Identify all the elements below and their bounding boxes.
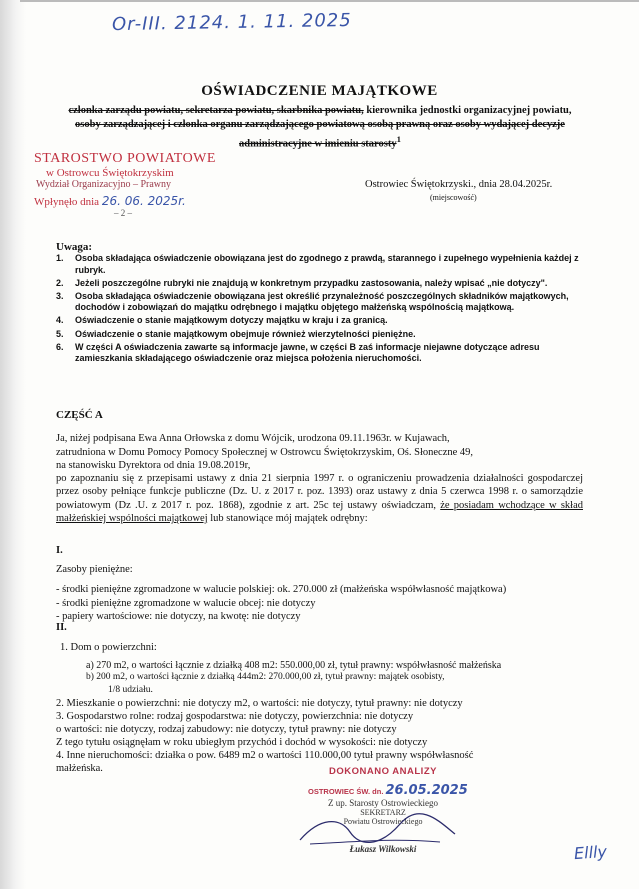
scan-top-edge [20,0,639,2]
other-property-line-2: małżeńska. [56,763,103,774]
section-ii-heading: II. [56,622,67,633]
document-subtitle [60,104,580,152]
analysis-stamp-role: SEKRETARZ [360,808,406,817]
farm-line-3: Z tego tytułu osiągnęłam w roku ubiegłym przychód i dochód w wysokości: nie dotyczy [56,737,428,748]
farm-line-1: 3. Gospodarstwo rolne: rodzaj gospodarstwa: nie dotyczy, powierzchnia: nie dotyczy [56,711,414,722]
money-label: Zasoby pieniężne: [56,564,133,575]
analysis-stamp-authority: Z up. Starosty Ostrowieckiego [328,798,438,808]
note-text: Oświadczenie o stanie majątkowym obejmuje również wierzytelności pieniężne. [75,328,416,339]
note-number: 2. [56,277,64,288]
stamp-received-line [34,194,216,208]
note-number: 5. [56,328,64,339]
note-item [56,253,581,276]
other-property-line-1: 4. Inne nieruchomości: działka o pow. 6489 m2 o wartości 110.000,00 tytuł prawny współwłasność [56,750,474,761]
subtitle-struck-1: członka zarządu powiatu, sekretarza powiatu, skarbnika powiatu, [68,105,364,116]
money-item-securities: - papiery wartościowe: nie dotyczy, na kwotę: nie dotyczy [56,611,301,622]
statute-paragraph [56,472,583,526]
analysis-stamp-date-line [308,783,468,798]
note-number: 6. [56,341,64,352]
notes-list [56,253,581,366]
analysis-stamp-name: Łukasz Wilkowski [349,844,417,854]
declarant-line-1: Ja, niżej podpisana Ewa Anna Orłowska z domu Wójcik, urodzona 09.11.1963r. w Kujawach, [56,433,450,444]
note-text: W części A oświadczenia zawarte są informacje jawne, w części B zaś informacje niejawne dotyczące adresu zamieszkania składającego oświadczenie oraz miejsca położenia nieruchomości. [75,341,540,364]
subtitle-struck-2: osoby zarządzającej i członka organu zarządzającego powiatową osobą prawną oraz osoby wydającej decyzje administracyjne w imieniu starosty [75,119,565,150]
note-text: Osoba składająca oświadczenie obowiązana jest określić przynależność poszczególnych składników majątkowych, dochodów i zobowiązań do majątku odrębnego i majątku objętego małżeńską wspólnością majątkową. [75,290,569,313]
stamp-received-date: 26. 06. 2025r. [101,194,186,208]
subtitle-footnote: 1 [396,134,401,144]
note-number: 1. [56,253,64,263]
handwritten-initials: Ellly [573,841,608,864]
money-item-pln: - środki pieniężne zgromadzone w walucie polskiej: ok. 270.000 zł (małżeńska współwłasność majątkowa) [56,584,507,595]
house-b-line-1: b) 200 m2, o wartości łącznie z działką 444m2: 270.000,00 zł, tytuł prawny: majątek osobisty, [86,672,445,682]
place-label: (miejscowość) [430,193,477,202]
part-a-heading: CZĘŚĆ A [56,409,103,421]
analysis-stamp-date-label: OSTROWIEC ŚW. dn. [308,787,384,796]
notes-heading: Uwaga: [56,241,93,253]
stamp-page-count: – 2 – [114,208,132,218]
note-text: Oświadczenie o stanie majątkowym dotyczy majątku w kraju i za granicą. [75,315,388,326]
statute-text-1: po zapoznaniu się z przepisami ustawy z dnia 21 sierpnia 1997 r. o ograniczeniu prowadzenia działalności gospodarczej przez osoby pełniące funkcje publiczne (Dz. U. z 2017 r. poz. 1393) oraz ustawy z dnia 5 czerwca 1998 r. o samorządzie powiatowym (Dz .U. z 2017 r. poz. 1868), zgodnie z art. 25c tej ustawy oświadczam, [56,473,583,511]
document-title: OŚWIADCZENIE MAJĄTKOWE [201,83,438,99]
subtitle-kept: kierownika jednostki organizacyjnej powiatu, [363,105,572,116]
house-a: a) 270 m2, o wartości łącznie z działką 408 m2: 550.000,00 zł, tytuł prawny: współwłasność małżeńska [86,660,502,671]
note-text: Jeżeli poszczególne rubryki nie znajdują w konkretnym przypadku zastosowania, należy wpisać „nie dotyczy". [75,277,548,288]
statute-underlined: że posiadam wchodzące w skład małżeńskiej wspólności majątkowej [56,499,583,525]
note-item [56,329,581,341]
analysis-stamp-title: DOKONANO ANALIZY [329,766,437,777]
scan-edge-shadow [0,0,26,889]
stamp-city: w Ostrowcu Świętokrzyskim [46,167,174,179]
declarant-line-3: na stanowisku Dyrektora od dnia 19.08.2019r, [56,460,251,471]
house-b-line-2: 1/8 udziału. [108,685,153,695]
note-text: Osoba składająca oświadczenie obowiązana jest do zgodnego z prawdą, starannego i zupełnego wypełnienia każdej z rubryk. [75,253,579,275]
analysis-stamp-date: 26.05.2025 [385,783,468,798]
received-stamp [34,151,216,218]
stamp-department: Wydział Organizacyjno – Prawny [36,179,172,190]
house-label: 1. Dom o powierzchni: [60,642,157,653]
reference-number: Or-III. 2124. 1. 11. 2025 [111,9,352,36]
stamp-office: STAROSTWO POWIATOWE [34,151,216,166]
place-and-date: Ostrowiec Świętokrzyski., dnia 28.04.2025r. [365,179,553,190]
note-item [56,278,581,290]
declarant-line-2: zatrudniona w Domu Pomocy Pomocy Społecznej w Ostrowcu Świętokrzyskim, Oś. Słoneczne 49, [56,447,474,458]
money-item-foreign: - środki pieniężne zgromadzone w walucie obcej: nie dotyczy [56,598,316,609]
flat-line: 2. Mieszkanie o powierzchni: nie dotyczy m2, o wartości: nie dotyczy, tytuł prawny: nie dotyczy [56,698,463,709]
note-number: 3. [56,290,64,301]
analysis-stamp-office: Powiatu Ostrowieckiego [343,817,423,826]
farm-line-2: o wartości: nie dotyczy, rodzaj zabudowy: nie dotyczy, tytuł prawny: nie dotyczy [56,724,397,735]
note-item [56,291,581,314]
note-item [56,315,581,327]
signature-scribble [290,812,460,852]
note-item [56,342,581,365]
section-i-heading: I. [56,545,63,556]
stamp-received-label: Wpłynęło dnia [34,196,100,208]
statute-text-2: lub stanowiące mój majątek odrębny: [207,513,368,525]
note-number: 4. [56,315,64,326]
